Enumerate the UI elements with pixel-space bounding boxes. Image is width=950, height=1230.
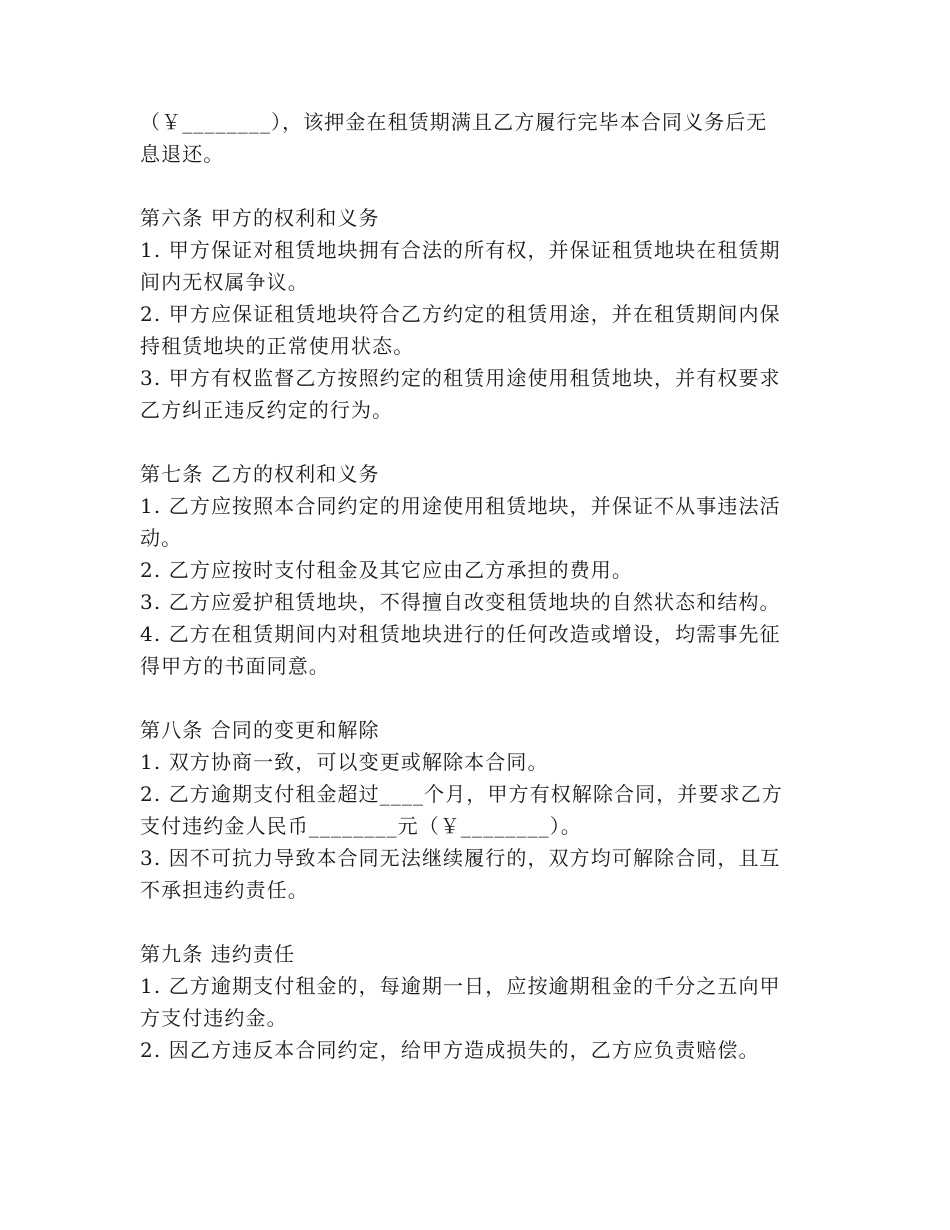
body-text-line: 方支付违约金。 <box>140 1006 288 1030</box>
section-heading-8: 第八条 合同的变更和解除 <box>140 718 380 742</box>
section-heading-9: 第九条 违约责任 <box>140 942 296 966</box>
body-text-line: 不承担违约责任。 <box>140 878 309 902</box>
section-heading-7: 第七条 乙方的权利和义务 <box>140 462 380 486</box>
body-text-line: 4. 乙方在租赁期间内对租赁地块进行的任何改造或增设，均需事先征 <box>140 622 781 646</box>
body-text-line: 2. 乙方应按时支付租金及其它应由乙方承担的费用。 <box>140 558 633 582</box>
body-text-line: 支付违约金人民币________元（￥________）。 <box>140 814 582 838</box>
body-text-line: 动。 <box>140 526 183 550</box>
document-body <box>140 106 810 1066</box>
body-text-line: 3. 甲方有权监督乙方按照约定的租赁用途使用租赁地块，并有权要求 <box>140 366 781 390</box>
body-text-line: 2. 因乙方违反本合同约定，给甲方造成损失的，乙方应负责赔偿。 <box>140 1038 760 1062</box>
body-text-line: 1. 乙方应按照本合同约定的用途使用租赁地块，并保证不从事违法活 <box>140 494 781 518</box>
body-text-line: 3. 因不可抗力导致本合同无法继续履行的，双方均可解除合同，且互 <box>140 846 781 870</box>
body-text-line: 息退还。 <box>140 142 225 166</box>
section-heading-6: 第六条 甲方的权利和义务 <box>140 206 380 230</box>
body-text-line: 间内无权属争议。 <box>140 270 309 294</box>
body-text-line: 2. 甲方应保证租赁地块符合乙方约定的租赁用途，并在租赁期间内保 <box>140 302 781 326</box>
body-text-line: 2. 乙方逾期支付租金超过____个月，甲方有权解除合同，并要求乙方 <box>140 782 783 806</box>
body-text-line: （￥________），该押金在租赁期满且乙方履行完毕本合同义务后无 <box>140 110 768 134</box>
body-text-line: 1. 甲方保证对租赁地块拥有合法的所有权，并保证租赁地块在租赁期 <box>140 238 781 262</box>
body-text-line: 乙方纠正违反约定的行为。 <box>140 398 394 422</box>
body-text-line: 3. 乙方应爱护租赁地块，不得擅自改变租赁地块的自然状态和结构。 <box>140 590 781 614</box>
body-text-line: 1. 双方协商一致，可以变更或解除本合同。 <box>140 750 549 774</box>
body-text-line: 1. 乙方逾期支付租金的，每逾期一日，应按逾期租金的千分之五向甲 <box>140 974 781 998</box>
body-text-line: 得甲方的书面同意。 <box>140 654 330 678</box>
body-text-line: 持租赁地块的正常使用状态。 <box>140 334 415 358</box>
